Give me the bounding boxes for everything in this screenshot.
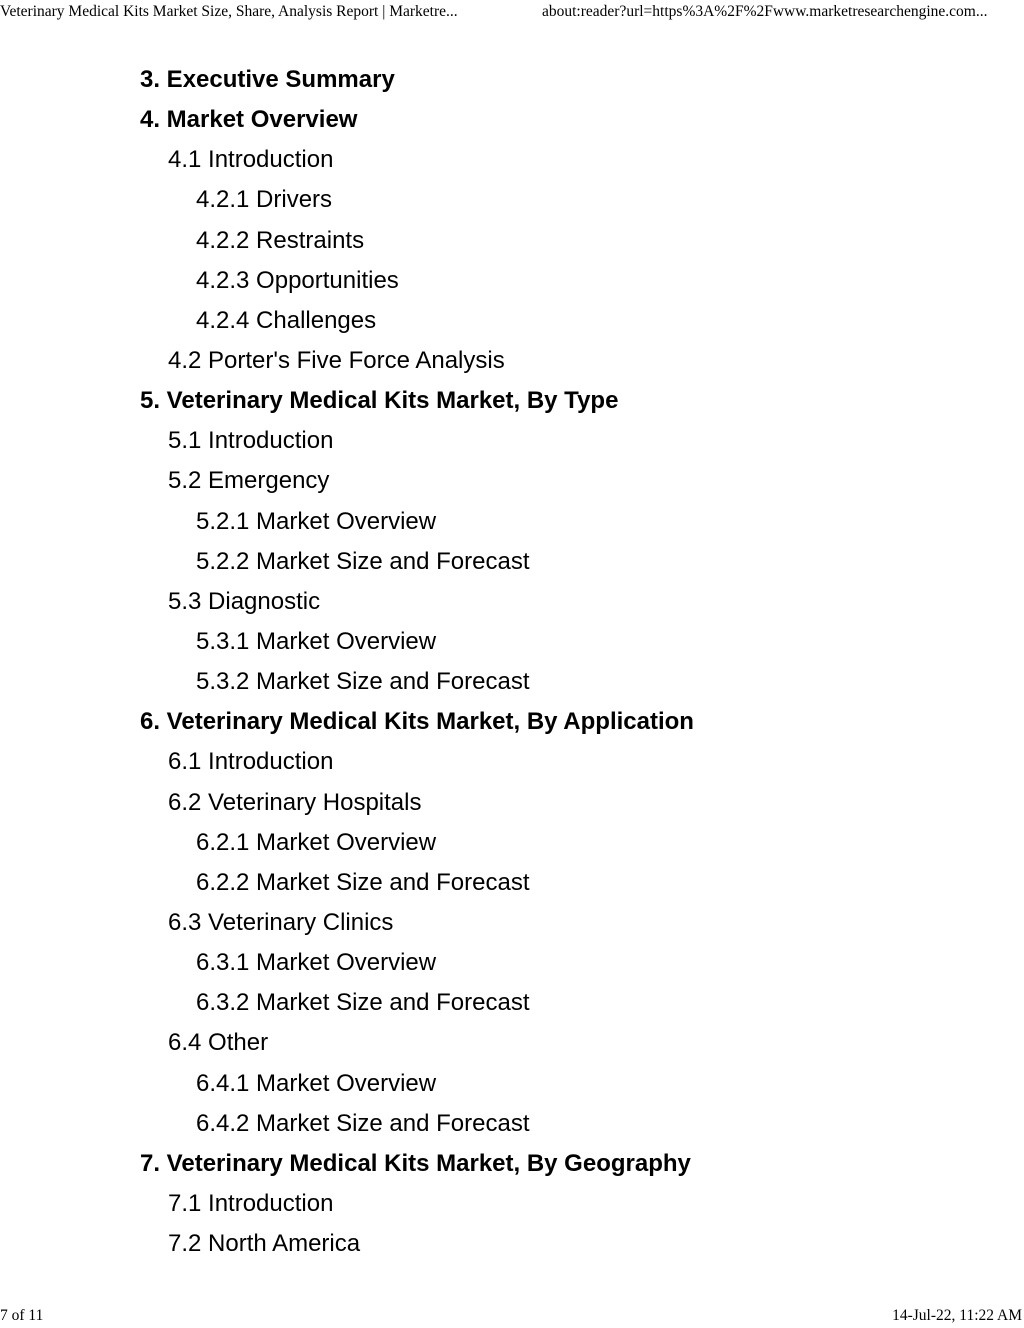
toc-entry: 5.3.1 Market Overview: [196, 627, 437, 655]
toc-entry: 6.3.2 Market Size and Forecast: [196, 989, 530, 1017]
toc-entry: 7.1 Introduction: [168, 1189, 334, 1217]
toc-entry: 4.2.4 Challenges: [196, 306, 377, 334]
toc-entry: 4.2 Porter's Five Force Analysis: [168, 346, 505, 374]
toc-entry: 4.1 Introduction: [168, 146, 334, 174]
toc-section-heading: 6. Veterinary Medical Kits Market, By Application: [140, 708, 694, 736]
print-datetime: 14-Jul-22, 11:22 AM: [892, 1307, 1022, 1324]
toc-entry: 5.2.2 Market Size and Forecast: [196, 547, 530, 575]
toc-entry: 5.3.2 Market Size and Forecast: [196, 668, 530, 696]
print-header: [0, 0, 1024, 24]
toc-section-heading: 3. Executive Summary: [140, 66, 395, 93]
toc-entry: 5.1 Introduction: [168, 427, 334, 455]
toc-entry: 6.3.1 Market Overview: [196, 949, 437, 977]
toc-entry: 6.2.2 Market Size and Forecast: [196, 868, 530, 896]
toc-entry: 6.4.2 Market Size and Forecast: [196, 1109, 530, 1137]
toc-entry: 5.2 Emergency: [168, 467, 330, 495]
print-footer: [0, 1304, 1024, 1328]
toc-section-heading: 7. Veterinary Medical Kits Market, By Geography: [140, 1149, 691, 1177]
toc-entry: 5.2.1 Market Overview: [196, 507, 437, 535]
toc-entry: 4.2.2 Restraints: [196, 226, 365, 254]
toc-entry: 6.3 Veterinary Clinics: [168, 908, 394, 936]
toc-entry: 4.2.1 Drivers: [196, 186, 333, 214]
toc-section-heading: 4. Market Overview: [140, 106, 358, 134]
page-url: about:reader?url=https%3A%2F%2Fwww.marketresearchengine.com...: [542, 3, 988, 20]
toc-entry: 6.4.1 Market Overview: [196, 1069, 437, 1097]
toc-entry: 6.4 Other: [168, 1029, 269, 1057]
toc-entry: 7.2 North America: [168, 1230, 361, 1258]
toc-entry: 6.2 Veterinary Hospitals: [168, 788, 422, 816]
toc-entry: 4.2.3 Opportunities: [196, 266, 399, 294]
page-title: Veterinary Medical Kits Market Size, Share, Analysis Report | Marketre...: [0, 3, 458, 20]
toc-section-heading: 5. Veterinary Medical Kits Market, By Type: [140, 387, 619, 415]
toc-entry: 5.3 Diagnostic: [168, 587, 321, 615]
page-number: 7 of 11: [0, 1307, 44, 1324]
toc-entry: 6.1 Introduction: [168, 748, 334, 776]
table-of-contents: [140, 60, 694, 1264]
toc-entry: 6.2.1 Market Overview: [196, 828, 437, 856]
